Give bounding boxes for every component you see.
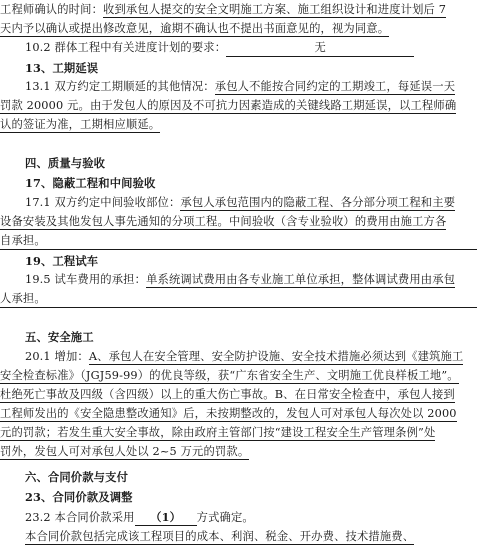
- text-segment: 10.2 群体工程中有关进度计划的要求：: [25, 41, 227, 54]
- text-segment: 17.1 双方约定中间验收部位：: [25, 196, 181, 209]
- text-line: [25, 41, 414, 57]
- section-heading: 17、隐蔽工程和中间验收: [25, 176, 156, 190]
- text-line: [0, 22, 389, 36]
- text-line: [25, 80, 455, 94]
- text-segment: 工程师确认的时间：: [0, 3, 104, 16]
- text-line: [0, 215, 446, 229]
- underlined-text: 罚款 20000 元。由于发包人的原因及不可抗力因素造成的关键线路工期延误，以工程师确: [0, 99, 457, 112]
- underlined-field: 无: [226, 41, 414, 57]
- text-segment: 方式确定。: [196, 511, 254, 524]
- text-line: [0, 407, 457, 421]
- text-line: [0, 426, 435, 440]
- underlined-field: （1）: [135, 510, 197, 526]
- text-line: [0, 234, 46, 248]
- text-line: [0, 99, 456, 113]
- underline-rule: [0, 307, 477, 308]
- underlined-text: 设备安装及其他发包人事先通知的分项工程。中间验收（含专业验收）的费用由施工方各: [0, 215, 447, 228]
- text-segment: 人承担。: [0, 292, 46, 305]
- text-line: [0, 388, 455, 402]
- underlined-text: 承包人承包范围内的隐蔽工程、各分部分项工程和主要: [180, 196, 456, 209]
- text-line: [0, 445, 249, 459]
- underlined-text: 元的罚款；若发生重大安全事故，除由政府主管部门按“建设工程安全生产管理条例”处: [0, 426, 436, 439]
- text-line: [25, 530, 414, 544]
- text-line: [0, 292, 46, 306]
- section-heading: 23、合同价款及调整: [25, 490, 133, 504]
- section-heading: 19、工程试车: [25, 254, 99, 268]
- text-segment: 自承担。: [0, 234, 46, 247]
- text-line: [0, 369, 459, 383]
- text-segment: 23.2 本合同价款采用: [25, 511, 135, 524]
- underlined-text: A、承包人在安全管理、安全防护设施、安全技术措施必须达到《建筑施工: [88, 350, 464, 363]
- underline-rule: [0, 249, 477, 250]
- text-line: [25, 510, 254, 526]
- underlined-text: 工程师发出的《安全隐患整改通知》后，未按期整改的，发包人可对承包人每次处以 2000: [0, 407, 457, 420]
- chapter-heading: 四、质量与验收: [25, 156, 106, 170]
- text-segment: 13.1 双方约定工期顺延的其他情况：: [25, 80, 215, 93]
- underlined-text: 罚外，发包人可对承包人处以 2~5 万元的罚款。: [0, 445, 250, 458]
- text-line: [25, 350, 463, 364]
- underlined-text: 认的签证为准，工期相应顺延。: [0, 118, 161, 131]
- underlined-text: 安全检查标准》（JGJ59-99）的优良等级，获“广东省安全生产、文明施工优良样板工地”。: [0, 369, 459, 382]
- text-segment: 20.1 增加：: [25, 350, 89, 363]
- text-line: [25, 196, 455, 210]
- text-line: [0, 118, 160, 132]
- underlined-text: 杜绝死亡事故及四级（含四级）以上的重大伤亡事故。B、在日常安全检查中，承包人接到: [0, 388, 455, 401]
- section-heading: 13、工期延误: [25, 61, 99, 75]
- text-line: [0, 3, 446, 17]
- underlined-text: 承包人不能按合同约定的工期竣工，每延误一天: [214, 80, 456, 93]
- text-segment: 19.5 试车费用的承担：: [25, 273, 147, 286]
- underlined-text: 收到承包人提交的安全文明施工方案、施工组织设计和进度计划后 7: [103, 3, 447, 16]
- chapter-heading: 五、安全施工: [25, 330, 94, 344]
- chapter-heading: 六、合同价款与支付: [25, 470, 129, 484]
- underlined-text: 本合同价款包括完成该工程项目的成本、利润、税金、开办费、技术措施费、: [25, 530, 415, 543]
- underlined-text: 天内予以确认或提出修改意见，逾期不确认也不提出书面意见的，视为同意。: [0, 22, 390, 35]
- text-line: [25, 273, 455, 287]
- underlined-text: 单系统调试费用由各专业施工单位承担，整体调试费用由承包: [146, 273, 456, 286]
